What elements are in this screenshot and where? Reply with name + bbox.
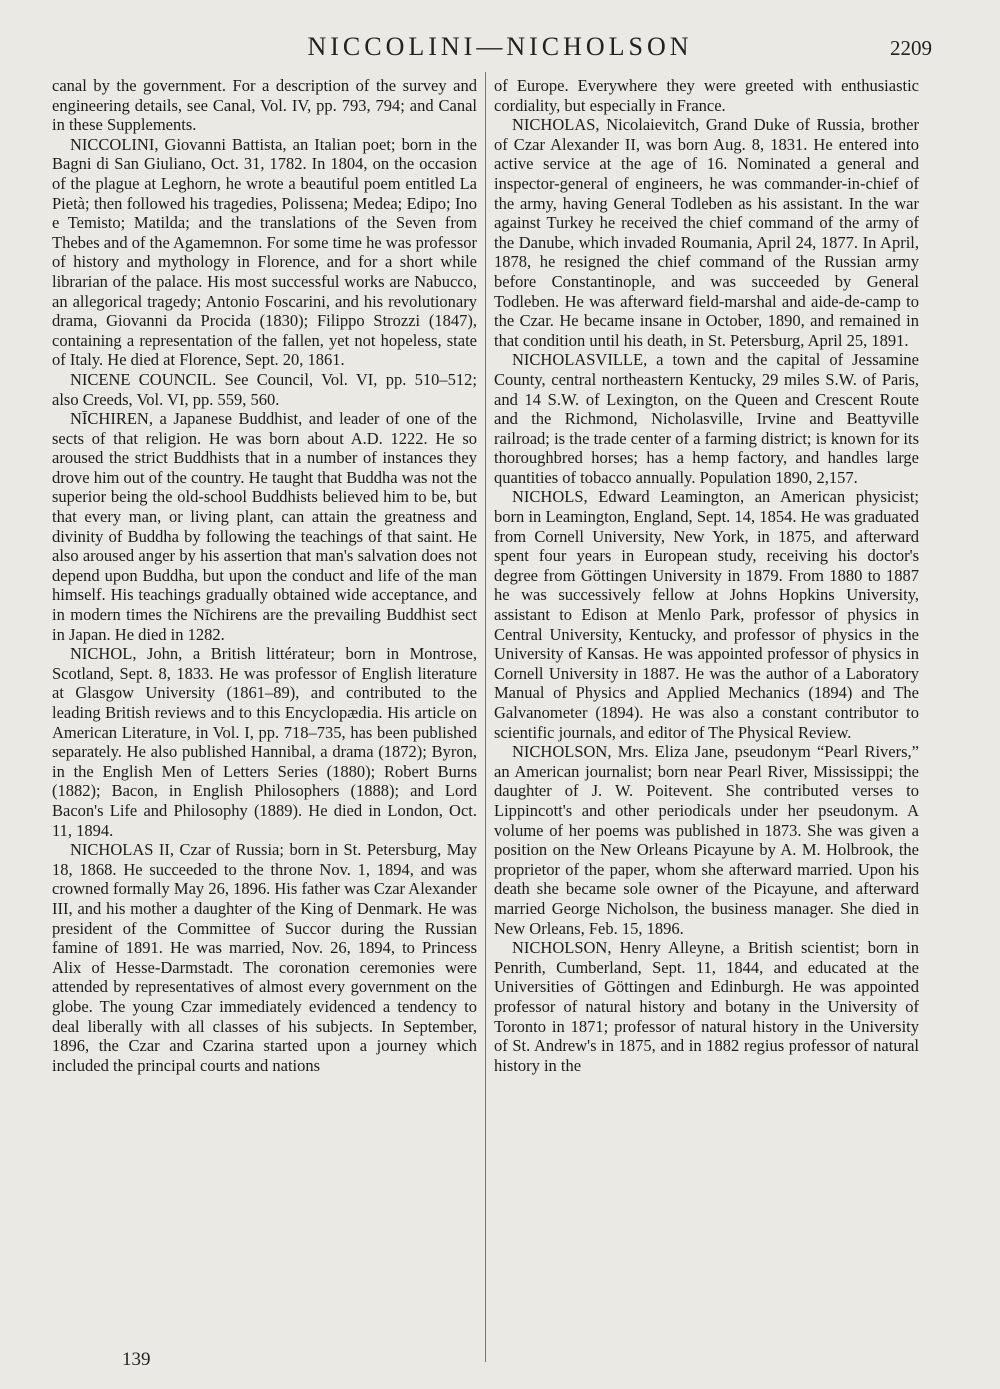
column-divider xyxy=(485,72,486,1362)
paragraph: NICHOLAS, Nicolaievitch, Grand Duke of Russia, brother of Czar Alexander II, was born Aug. 8, 1831. He entered into active service at the age of 16. Nominated a general and inspector-general of engineers, he was commander-in-chief of the army, having General Todleben as his assistant. In the war against Turkey he received the chief command of the army of the Danube, which invaded Roumania, April 24, 1877. In April, 1878, he resigned the chief command of the Russian army before Constantinople, and was succeeded by General Todleben. He was afterward field-marshal and aide-de-camp to the Czar. He became insane in October, 1890, and remained in that condition until his death, in St. Petersburg, April 25, 1891. xyxy=(494,115,919,350)
paragraph: NICHOLS, Edward Leamington, an American physicist; born in Leamington, England, Sept. 14, 1854. He was graduated from Cornell University, New York, in 1875, and afterward spent four years in European study, receiving his doctor's degree from Göttingen University in 1879. From 1880 to 1887 he was successively fellow at Johns Hopkins University, assistant to Edison at Menlo Park, professor of physics in Central University, Kentucky, and professor of physics in the University of Kansas. He was appointed professor of physics in Cornell University in 1887. He was the author of a Laboratory Manual of Physics and Applied Mechanics (1894) and The Galvanometer (1894). He was also a constant contributor to scientific journals, and editor of The Physical Review. xyxy=(494,487,919,742)
page-number: 2209 xyxy=(890,36,932,60)
paragraph: NICHOLASVILLE, a town and the capital of Jessamine County, central northeastern Kentucky, 29 miles S.W. of Paris, and 14 S.W. of Lexington, on the Queen and Crescent Route and the Richmond, Nicholasville, Irvine and Beattyville railroad; is the trade center of a farming district; is known for its thoroughbred horses; has a hemp factory, and handles large quantities of tobacco annually. Population 1890, 2,157. xyxy=(494,350,919,487)
paragraph: of Europe. Everywhere they were greeted with enthusiastic cordiality, but especially in France. xyxy=(494,76,919,115)
folio: 139 xyxy=(122,1349,151,1370)
paragraph: NICHOLAS II, Czar of Russia; born in St. Petersburg, May 18, 1868. He succeeded to the throne Nov. 1, 1894, and was crowned formally May 26, 1896. His father was Czar Alexander III, and his mother a daughter of the King of Denmark. He was president of the Committee of Succor during the Russian famine of 1891. He was married, Nov. 26, 1894, to Princess Alix of Hesse-Darmstadt. The coronation ceremonies were attended by representatives of almost every government on the globe. The young Czar immediately evidenced a tendency to deal liberally with all classes of his subjects. In September, 1896, the Czar and Czarina started upon a journey which included the principal courts and nations xyxy=(52,840,477,1075)
paragraph: NICHOLSON, Henry Alleyne, a British scientist; born in Penrith, Cumberland, Sept. 11, 1844, and educated at the Universities of Göttingen and Edinburgh. He was appointed professor of natural history and botany in the University of Toronto in 1871; professor of natural history in the University of St. Andrew's in 1875, and in 1882 regius professor of natural history in the xyxy=(494,938,919,1075)
left-column xyxy=(52,76,477,1075)
paragraph: NĪCHIREN, a Japanese Buddhist, and leader of one of the sects of that religion. He was born about A.D. 1222. He so aroused the strict Buddhists that in a number of instances they drove him out of the country. He taught that Buddha was not the superior being the old-school Buddhists believed him to be, but that every man, or living plant, can attain the greatness and divinity of Buddha by following the teachings of that saint. He also aroused anger by his assertion that man's salvation does not depend upon Buddha, but upon the conduct and life of the man himself. His teachings gradually obtained wide acceptance, and in modern times the Nīchirens are the prevailing Buddhist sect in Japan. He died in 1282. xyxy=(52,409,477,644)
paragraph: NICHOL, John, a British littérateur; born in Montrose, Scotland, Sept. 8, 1833. He was professor of English literature at Glasgow University (1861–89), and contributed to the leading British reviews and to this Encyclopædia. His article on American Literature, in Vol. I, pp. 718–735, has been published separately. He also published Hannibal, a drama (1872); Byron, in the English Men of Letters Series (1880); Robert Burns (1882); Bacon, in English Philosophers (1888); and Lord Bacon's Life and Philosophy (1889). He died in London, Oct. 11, 1894. xyxy=(52,644,477,840)
paragraph: NICENE COUNCIL. See Council, Vol. VI, pp. 510–512; also Creeds, Vol. VI, pp. 559, 560. xyxy=(52,369,477,409)
running-head: NICCOLINI—NICHOLSON xyxy=(307,32,693,61)
paragraph: canal by the government. For a description of the survey and engineering details, see Canal, Vol. IV, pp. 793, 794; and Canal in these Supplements. xyxy=(52,76,477,135)
paragraph: NICCOLINI, Giovanni Battista, an Italian poet; born in the Bagni di San Giuliano, Oct. 31, 1782. In 1804, on the occasion of the plague at Leghorn, he wrote a beautiful poem entitled La Pietà; then followed his tragedies, Polissena; Medea; Edipo; Ino e Temisto; Matilda; and the translations of the Seven from Thebes and of the Agamemnon. For some time he was professor of history and mythology in Florence, and for a short while librarian of the palace. His most successful works are Nabucco, an allegorical tragedy; Antonio Foscarini, and his revolutionary drama, Giovanni da Procida (1830); Filippo Strozzi (1847), containing a representation of the fallen, yet not hopeless, state of Italy. He died at Florence, Sept. 20, 1861. xyxy=(52,134,477,370)
paragraph: NICHOLSON, Mrs. Eliza Jane, pseudonym “Pearl Rivers,” an American journalist; born near Pearl River, Mississippi; the daughter of J. W. Poitevent. She contributed verses to Lippincott's and other periodicals under her pseudonym. A volume of her poems was published in 1873. She was given a position on the New Orleans Picayune by A. M. Holbrook, the proprietor of the paper, whom she afterward married. Upon his death she became sole owner of the Picayune, and afterward married George Nicholson, the business manager. She died in New Orleans, Feb. 15, 1896. xyxy=(494,742,919,938)
right-column xyxy=(494,76,919,1075)
